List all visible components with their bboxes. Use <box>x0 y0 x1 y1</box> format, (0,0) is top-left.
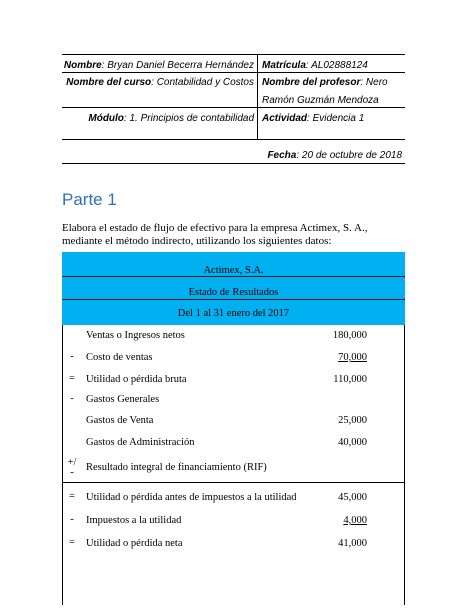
fecha-field: Fecha: 20 de octubre de 2018 <box>267 150 402 161</box>
row-label: Impuestos a la utilidad <box>86 515 182 526</box>
row-value: 110,000 <box>333 374 367 385</box>
actividad-field: Actividad: Evidencia 1 <box>262 113 365 124</box>
row-value: 45,000 <box>338 492 367 503</box>
row-operator: - <box>70 514 74 525</box>
intro-paragraph: Elabora el estado de flujo de efectivo para la empresa Actimex, S. A., mediante el método indirecto, utilizando los siguientes datos: <box>62 222 368 247</box>
divider <box>62 299 405 300</box>
row-label: Utilidad o pérdida antes de impuestos a la utilidad <box>86 492 297 503</box>
matricula-field: Matrícula: AL02888124 <box>262 60 368 71</box>
row-label: Gastos de Venta <box>86 415 154 426</box>
row-operator: - <box>70 393 74 404</box>
row-value: 40,000 <box>338 437 367 448</box>
profesor-field-continued: Ramón Guzmán Mendoza <box>262 95 379 106</box>
row-operator: - <box>70 351 74 362</box>
divider <box>62 276 405 277</box>
divider <box>62 482 405 483</box>
row-label: Ventas o Ingresos netos <box>86 330 185 341</box>
row-label: Gastos de Administración <box>86 437 195 448</box>
row-value: 180,000 <box>332 330 367 341</box>
divider <box>62 54 405 55</box>
statement-name: Estado de Resultados <box>188 287 279 298</box>
row-label: Utilidad o pérdida bruta <box>86 374 187 385</box>
row-value: 4,000 <box>343 515 367 526</box>
table-border-right <box>404 325 405 605</box>
company-name: Actimex, S.A. <box>203 265 264 276</box>
curso-field: Nombre del curso: Contabilidad y Costos <box>66 77 254 88</box>
row-label: Gastos Generales <box>86 394 160 405</box>
row-value: 25,000 <box>338 415 367 426</box>
row-operator: = <box>69 491 75 502</box>
row-operator: = <box>69 373 75 384</box>
profesor-field: Nombre del profesor: Nero <box>262 77 388 88</box>
modulo-field: Módulo: 1. Principios de contabilidad <box>88 113 254 124</box>
row-value: 70,000 <box>338 352 367 363</box>
divider <box>62 139 405 140</box>
row-value: 41,000 <box>338 538 367 549</box>
divider <box>257 54 258 139</box>
row-label: Resultado integral de financiamiento (RIF) <box>86 462 267 473</box>
row-operator: +/ - <box>67 457 77 478</box>
nombre-field: Nombre: Bryan Daniel Becerra Hernández <box>63 60 254 71</box>
row-operator: = <box>69 537 75 548</box>
statement-period: Del 1 al 31 enero del 2017 <box>177 308 290 319</box>
row-label: Costo de ventas <box>86 352 153 363</box>
divider <box>62 163 405 164</box>
divider <box>62 107 405 108</box>
section-title: Parte 1 <box>62 190 117 209</box>
row-label: Utilidad o pérdida neta <box>86 538 183 549</box>
divider <box>62 72 405 73</box>
